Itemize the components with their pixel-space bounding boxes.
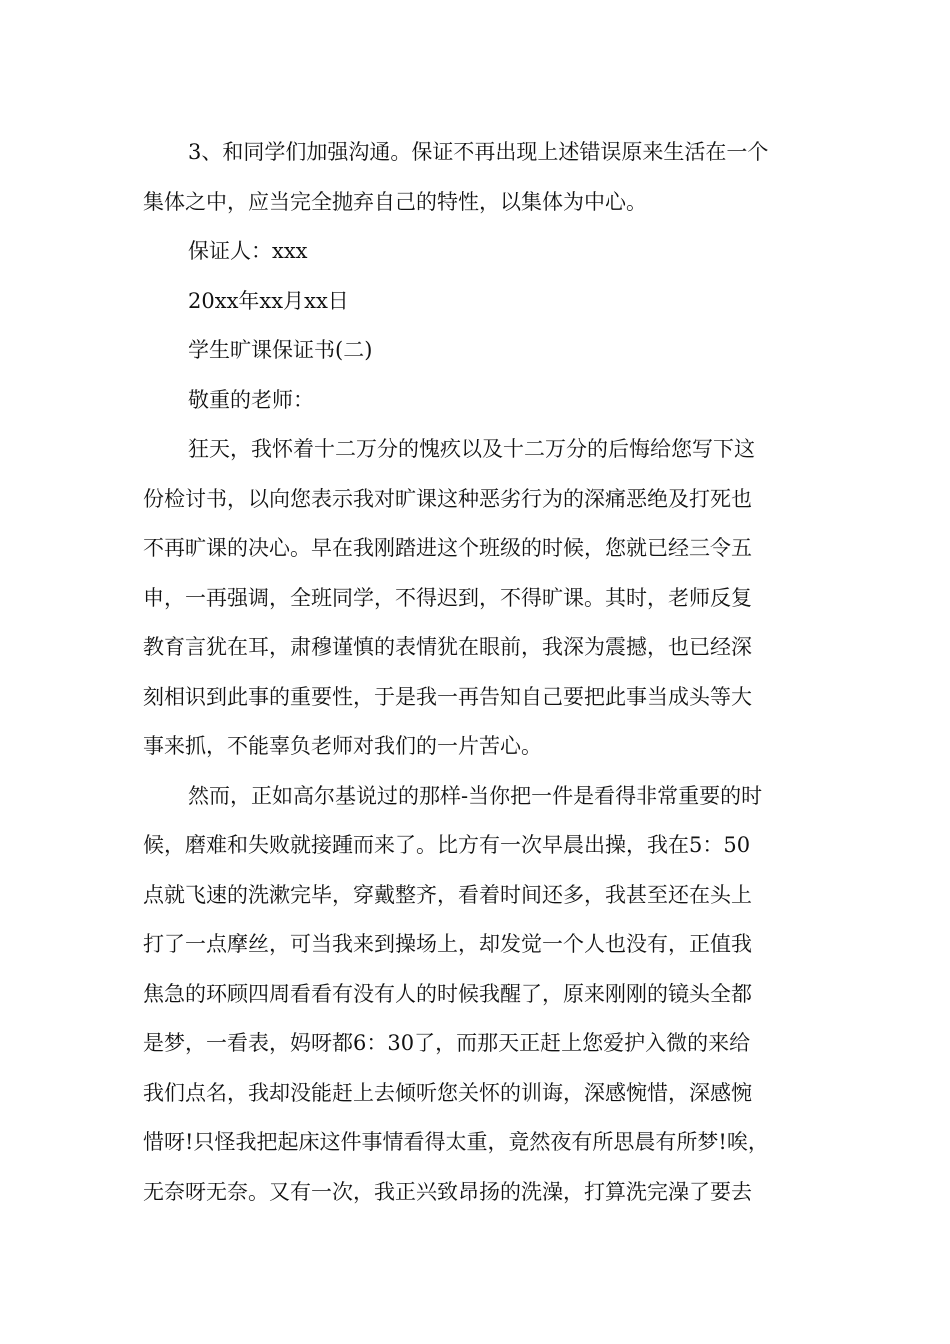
text-line: 狂天，我怀着十二万分的愧疚以及十二万分的后悔给您写下这 xyxy=(188,437,755,461)
paragraph-commitment-3 xyxy=(143,128,823,227)
document-body xyxy=(143,128,823,1217)
salutation xyxy=(143,376,823,426)
text-line: 3、和同学们加强沟通。保证不再出现上述错误原来生活在一个 xyxy=(188,140,769,164)
text-line: 惜呀!只怪我把起床这件事情看得太重，竟然夜有所思晨有所梦!唉， xyxy=(143,1130,769,1154)
text-line: 打了一点摩丝，可当我来到操场上，却发觉一个人也没有，正值我 xyxy=(143,932,752,956)
section-title xyxy=(143,326,823,376)
text-line: 教育言犹在耳，肃穆谨慎的表情犹在眼前，我深为震撼，也已经深 xyxy=(143,635,752,659)
text-line: 集体之中，应当完全抛弃自己的特性，以集体为中心。 xyxy=(143,189,647,214)
guarantor-line xyxy=(143,227,823,277)
text-line: 候，磨难和失败就接踵而来了。比方有一次早晨出操，我在5：50 xyxy=(143,833,751,857)
text-line: 申，一再强调，全班同学，不得迟到，不得旷课。其时，老师反复 xyxy=(143,585,752,610)
paragraph-story xyxy=(143,772,823,1218)
text-line: 份检讨书，以向您表示我对旷课这种恶劣行为的深痛恶绝及打死也 xyxy=(143,486,752,511)
paragraph-apology xyxy=(143,425,823,772)
text-line: 敬重的老师： xyxy=(188,387,314,412)
text-line: 刻相识到此事的重要性，于是我一再告知自己要把此事当成头等大 xyxy=(143,684,752,709)
text-line: 20xx年xx月xx日 xyxy=(188,288,349,313)
text-line: 然而，正如高尔基说过的那样-当你把一件是看得非常重要的时 xyxy=(188,783,763,808)
text-line: 保证人：xxx xyxy=(188,239,308,263)
text-line: 学生旷课保证书(二) xyxy=(188,338,373,362)
text-line: 我们点名，我却没能赶上去倾听您关怀的训诲，深感惋惜，深感惋 xyxy=(143,1080,752,1105)
text-line: 事来抓，不能辜负老师对我们的一片苦心。 xyxy=(143,734,542,758)
text-line: 无奈呀无奈。又有一次，我正兴致昂扬的洗澡，打算洗完澡了要去 xyxy=(143,1179,752,1204)
text-line: 点就飞速的洗漱完毕，穿戴整齐，看着时间还多，我甚至还在头上 xyxy=(143,882,752,907)
text-line: 焦急的环顾四周看看有没有人的时候我醒了，原来刚刚的镜头全都 xyxy=(143,981,752,1006)
text-line: 是梦，一看表，妈呀都6：30了，而那天正赶上您爱护入微的来给 xyxy=(143,1031,751,1055)
text-line: 不再旷课的决心。早在我刚踏进这个班级的时候，您就已经三令五 xyxy=(143,536,752,560)
date-line xyxy=(143,277,823,327)
